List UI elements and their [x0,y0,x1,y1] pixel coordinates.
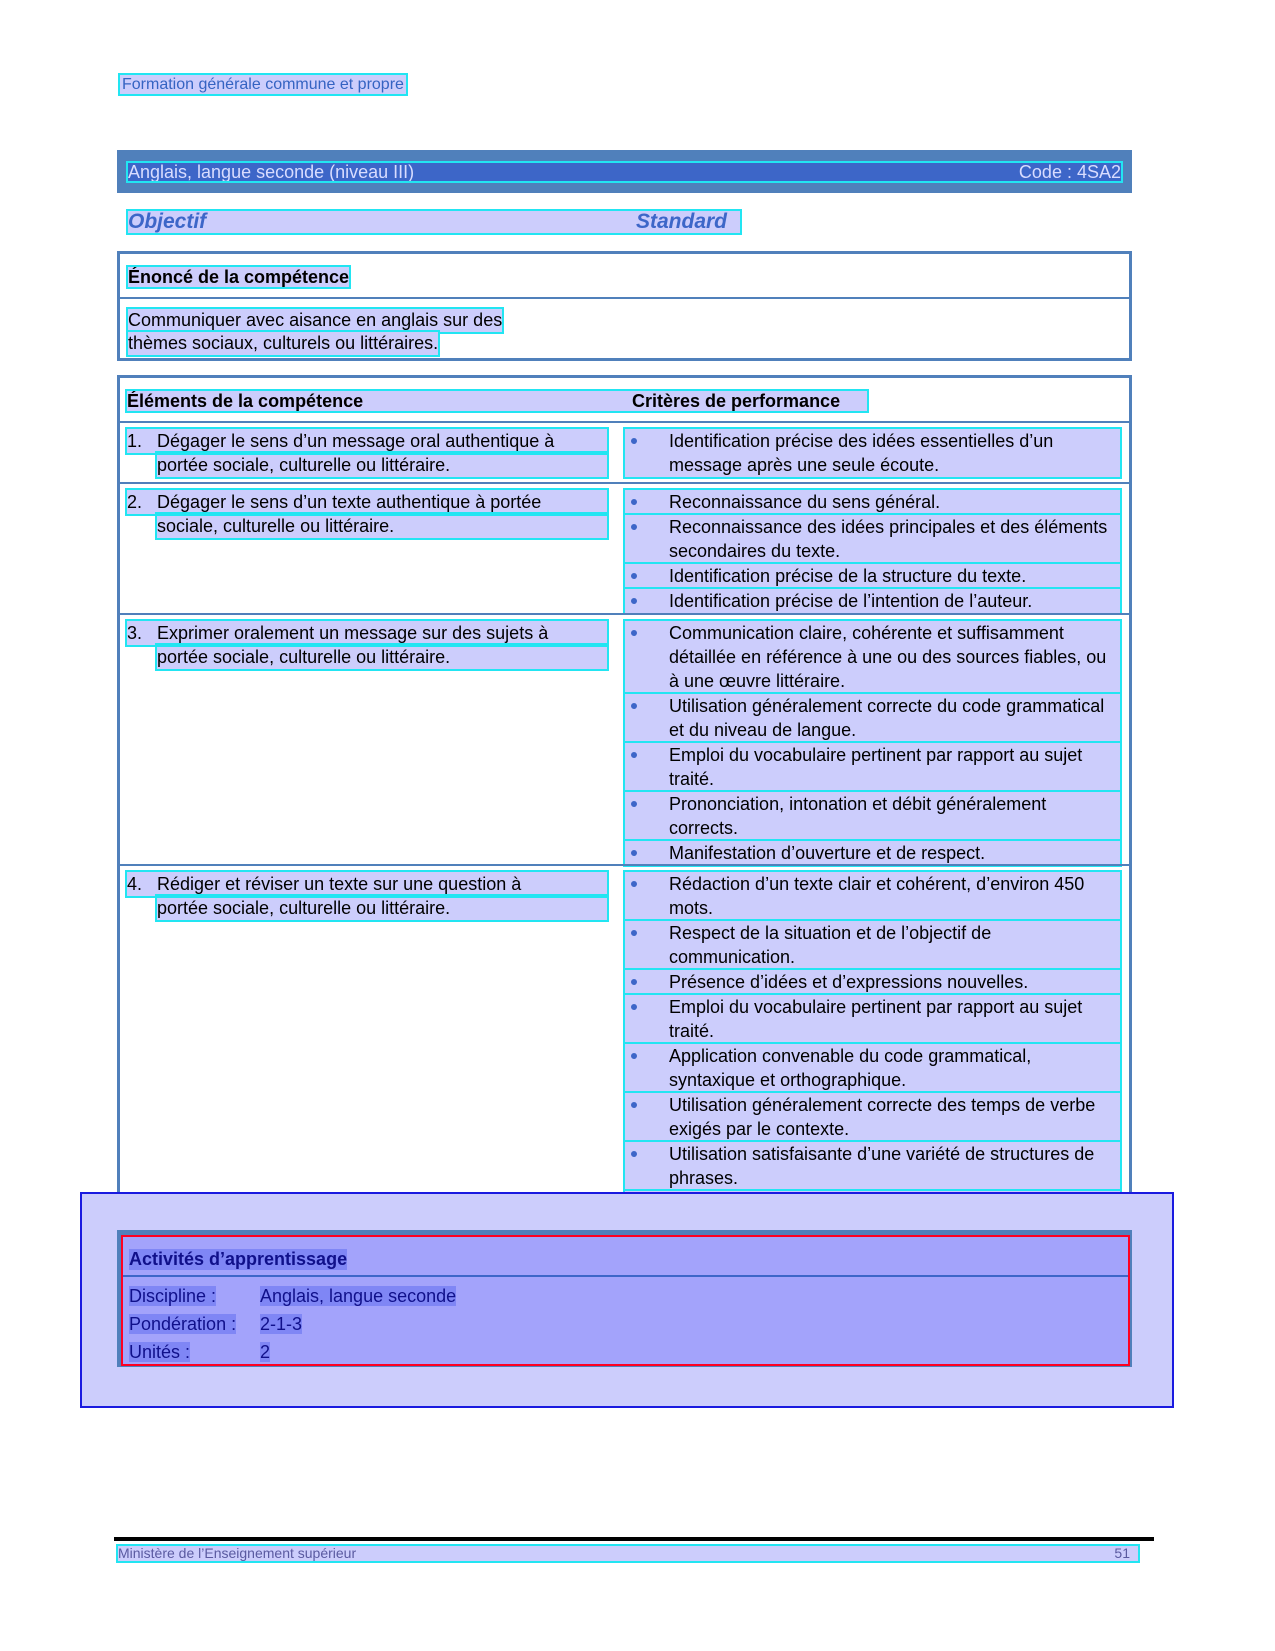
element-number: 1. [127,431,143,451]
field-label: Discipline : [129,1286,217,1306]
element-text: Rédiger et réviser un texte sur une question à [157,874,522,894]
course-title: Anglais, langue seconde (niveau III) [128,162,415,182]
field-value: 2 [260,1342,271,1362]
element-text: Dégager le sens d’un texte authentique à portée [157,492,542,512]
criterion: Reconnaissance des idées principales et des éléments secondaires du texte. [625,515,1120,563]
element-text: portée sociale, culturelle ou littéraire. [157,896,607,920]
criterion: Rédaction d’un texte clair et cohérent, d’environ 450 mots. [625,872,1120,920]
element-number: 3. [127,623,143,643]
statement-line-1: Communiquer avec aisance en anglais sur des [128,310,503,330]
divider [120,864,1129,866]
field-discipline [129,1286,457,1306]
criterion: Présence d’idées et d’expressions nouvelles. [625,970,1120,994]
divider [120,297,1129,299]
bullet-icon [631,703,637,709]
footer [118,1546,1138,1561]
bullet-icon [631,438,637,444]
activities-title: Activités d’apprentissage [129,1249,348,1269]
bullet-icon [631,1053,637,1059]
criterion: Reconnaissance du sens général. [625,490,1120,514]
field-unites [129,1342,271,1362]
bullet-icon [631,1004,637,1010]
col-elements-label: Éléments de la compétence [127,391,364,411]
element-text: portée sociale, culturelle ou littéraire. [157,453,607,477]
bullet-icon [631,499,637,505]
field-label: Unités : [129,1342,191,1362]
criterion: Utilisation généralement correcte du code grammatical et du niveau de langue. [625,694,1120,742]
table-header-elements [127,391,867,411]
bullet-icon [631,850,637,856]
page-number: 51 [1114,1545,1130,1561]
bullet-icon [631,881,637,887]
criterion: Communication claire, cohérente et suffisamment détaillée en référence à une ou des sources fiables, ou à une œuvre littéraire. [625,621,1120,693]
element-text: portée sociale, culturelle ou littéraire. [157,645,607,669]
field-value: Anglais, langue seconde [260,1286,457,1306]
field-label: Pondération : [129,1314,237,1334]
footer-rule [114,1537,1154,1541]
criteria-list-4 [625,872,1120,1216]
criterion: Respect de la situation et de l’objectif de communication. [625,921,1120,969]
field-value: 2-1-3 [260,1314,303,1334]
bullet-icon [631,573,637,579]
course-title-row [128,163,1121,181]
statement-label: Énoncé de la compétence [128,267,350,287]
criterion: Application convenable du code grammatical, syntaxique et orthographique. [625,1044,1120,1092]
bullet-icon [631,524,637,530]
criterion: Identification précise de la structure du texte. [625,564,1120,588]
divider [120,421,1129,423]
element-4 [127,872,617,920]
statement-line-2: thèmes sociaux, culturels ou littéraires. [128,333,439,353]
criterion: Utilisation généralement correcte des temps de verbe exigés par le contexte. [625,1093,1120,1141]
bullet-icon [631,1102,637,1108]
element-number: 2. [127,492,143,512]
element-text: Exprimer oralement un message sur des sujets à [157,623,549,643]
bullet-icon [631,598,637,604]
criterion: Emploi du vocabulaire pertinent par rapport au sujet traité. [625,995,1120,1043]
element-number: 4. [127,874,143,894]
course-code: Code : 4SA2 [1018,162,1121,182]
elements-criteria-table [117,375,1132,1217]
divider [120,482,1129,484]
criterion: Emploi du vocabulaire pertinent par rapport au sujet traité. [625,743,1120,791]
criteria-list-3 [625,621,1120,866]
element-text: Dégager le sens d’un message oral authentique à [157,431,555,451]
criterion: Prononciation, intonation et débit généralement corrects. [625,792,1120,840]
objective-standard-headings [128,211,740,233]
element-2 [127,490,617,538]
criterion: Identification précise des idées essentielles d’un message après une seule écoute. [625,429,1120,477]
element-text: sociale, culturelle ou littéraire. [157,514,607,538]
bullet-icon [631,752,637,758]
criterion: Manifestation d’ouverture et de respect. [625,841,1120,865]
bullet-icon [631,979,637,985]
field-ponderation [129,1314,303,1334]
element-1 [127,429,617,477]
criterion: Identification précise de l’intention de l’auteur. [625,589,1120,613]
bullet-icon [631,930,637,936]
standard-heading: Standard [636,210,728,233]
criterion: Utilisation satisfaisante d’une variété de structures de phrases. [625,1142,1120,1190]
activities-box [121,1235,1130,1366]
element-3 [127,621,617,669]
competency-statement-box [117,251,1132,361]
col-criteria-label: Critères de performance [632,391,841,411]
bullet-icon [631,630,637,636]
objective-heading: Objectif [128,210,207,233]
running-head: Formation générale commune et propre [122,76,404,93]
criteria-list-1 [625,429,1120,478]
criteria-list-2 [625,490,1120,614]
bullet-icon [631,1151,637,1157]
bullet-icon [631,801,637,807]
footer-publisher: Ministère de l’Enseignement supérieur [118,1545,357,1561]
divider [123,1275,1128,1277]
divider [120,613,1129,615]
